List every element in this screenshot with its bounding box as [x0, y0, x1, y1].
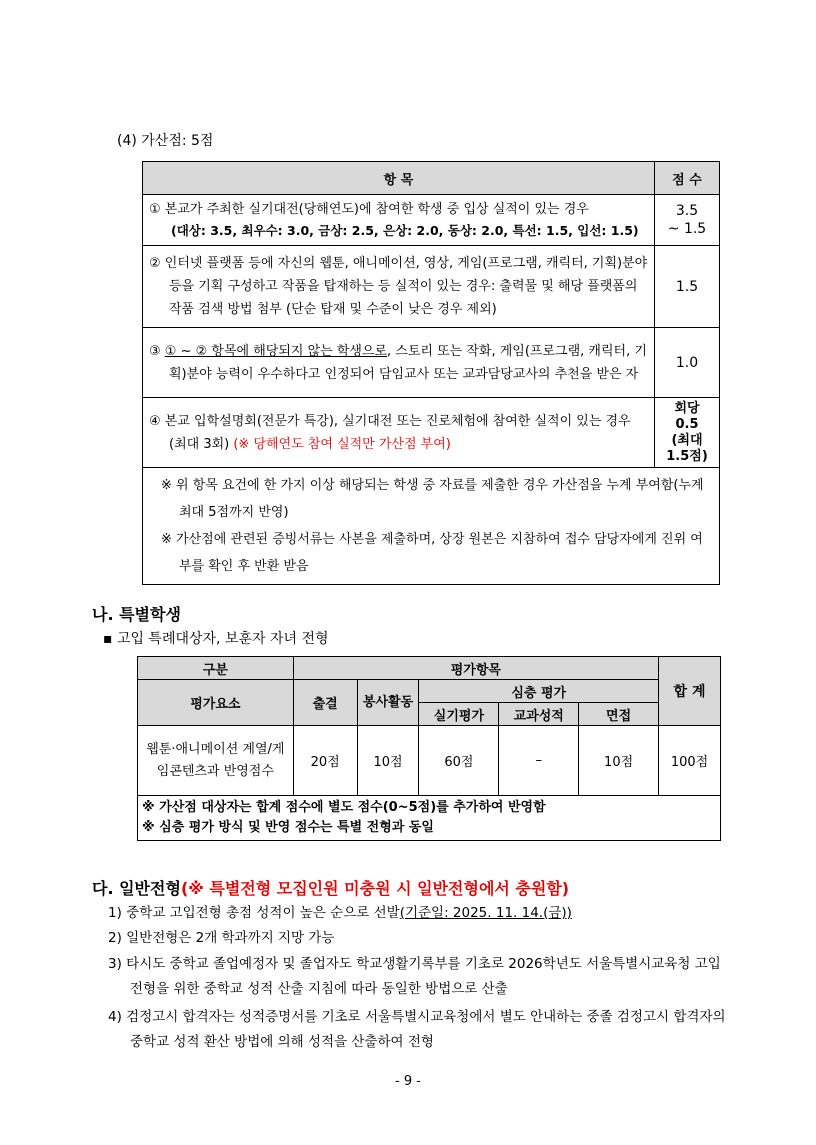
special-bullet: ▪ 고입 특례대상자, 보훈자 자녀 전형 — [103, 631, 329, 647]
bonus-row-1 — [143, 195, 720, 246]
val-volunteer: 10점 — [357, 726, 419, 796]
row4-text: ④ 본교 입학설명회(전문가 특강), 실기대전 또는 진로체험에 참여한 실적이 있는 경우 (최대 3회) — [149, 413, 631, 452]
general-title-note: (※ 특별전형 모집인원 미충원 시 일반전형에서 충원함) — [180, 879, 570, 898]
row1-line2: (대상: 3.5, 최우수: 3.0, 금상: 2.5, 은상: 2.0, 동상: 2.0, 특선: 1.5, 입선: 1.5) — [171, 223, 639, 238]
general-item-2: 2) 일반전형은 2개 학과까지 지망 가능 — [108, 930, 335, 946]
general-item-1-date: (기준일: 2025. 11. 14.(금)) — [399, 905, 572, 921]
bonus-row-3 — [143, 328, 720, 398]
val-total: 100점 — [659, 726, 721, 796]
row4-score-c: (최대 — [671, 432, 703, 448]
val-practical: 60점 — [419, 726, 499, 796]
special-title: 나. 특별학생 — [92, 605, 181, 624]
special-foot-2: ※ 심층 평가 방식 및 반영 점수는 특별 전형과 동일 — [142, 820, 434, 835]
h-interview: 면접 — [579, 703, 659, 726]
general-title-main: 다. 일반전형 — [92, 879, 181, 898]
row-label: 웹툰·애니메이션 계열/게임콘텐츠과 반영점수 — [138, 726, 294, 796]
row3-rest: , 스토리 또는 작화, 게임(프로그램, 캐릭터, 기획)분야 능력이 우수하다고 인정되어 담임교사 또는 교과담당교사의 추천을 받은 자 — [169, 343, 647, 382]
row3-underlined: ① ~ ② 항목에 해당되지 않는 학생으로 — [164, 343, 388, 359]
val-grades: – — [499, 726, 579, 796]
h-attend: 출결 — [293, 680, 357, 726]
page-number: - 9 - — [395, 1074, 421, 1089]
h-total: 합 계 — [659, 657, 721, 726]
bonus-row-2 — [143, 246, 720, 328]
col-item-header: 항 목 — [143, 162, 655, 195]
row1-line1: ① 본교가 주최한 실기대전(당해연도)에 참여한 학생 중 입상 실적이 있는 경우 — [149, 202, 589, 217]
general-item-1 — [108, 902, 733, 924]
val-attend: 20점 — [293, 726, 357, 796]
bonus-heading: (4) 가산점: 5점 — [117, 133, 214, 149]
row3-score: 1.0 — [655, 328, 720, 398]
bonus-notes-row — [143, 468, 720, 585]
bonus-table — [142, 161, 720, 585]
val-interview: 10점 — [579, 726, 659, 796]
row1-score-b: ~ 1.5 — [667, 221, 707, 237]
special-table — [137, 656, 721, 841]
h-eval-items: 평가항목 — [293, 657, 658, 680]
general-list — [108, 902, 733, 1055]
bonus-note-2: ※ 가산점에 관련된 증빙서류는 사본을 제출하며, 상장 원본은 지참하여 접수 담당자에게 진위 여부를 확인 후 반환 받음 — [161, 532, 703, 574]
row4-score-a: 회당 — [674, 400, 700, 416]
row2-text: ② 인터넷 플랫폼 등에 자신의 웹툰, 애니메이션, 영상, 게임(프로그램, 캐릭터, 기획)분야 등을 기획 구성하고 작품을 탑재하는 등 실적이 있는 경우: 출력물 및 해당 플랫폼의 작품 검색 방법 첨부 (단순 탑재 및 수준이 낮은 경우 제외) — [149, 256, 648, 317]
row2-score: 1.5 — [655, 246, 720, 328]
col-score-header: 점 수 — [655, 162, 720, 195]
bonus-row-4 — [143, 398, 720, 468]
special-foot-1: ※ 가산점 대상자는 합계 점수에 별도 점수(0~5점)를 추가하여 반영함 — [142, 800, 546, 815]
h-grades: 교과성적 — [499, 703, 579, 726]
row4-score-b: 0.5 — [675, 416, 699, 432]
general-item-3: 3) 타시도 중학교 졸업예정자 및 졸업자도 학교생활기록부를 기초로 2026학년도 서울특별시교육청 고입 전형을 위한 중학교 성적 산출 지침에 따라 동일한 방법으로 산출 — [108, 956, 721, 997]
row4-red-note: (※ 당해연도 참여 실적만 가산점 부여) — [233, 436, 451, 452]
h-eval-elem: 평가요소 — [138, 680, 294, 726]
h-practical: 실기평가 — [419, 703, 499, 726]
row4-score-d: 1.5점) — [666, 448, 708, 464]
row1-score-a: 3.5 — [675, 203, 699, 219]
row3-prefix: ③ — [149, 343, 165, 359]
h-gubun: 구분 — [138, 657, 294, 680]
h-deep: 심층 평가 — [419, 680, 659, 703]
general-item-4: 4) 검정고시 합격자는 성적증명서를 기초로 서울특별시교육청에서 별도 안내하는 중졸 검정고시 합격자의 중학교 성적 환산 방법에 의해 성적을 산출하여 전형 — [108, 1009, 726, 1050]
h-volunteer: 봉사활동 — [357, 680, 419, 726]
general-title — [92, 876, 569, 899]
bonus-note-1: ※ 위 항목 요건에 한 가지 이상 해당되는 학생 중 자료를 제출한 경우 가산점을 누계 부여함(누계 최대 5점까지 반영) — [161, 478, 704, 520]
general-item-1-text: 1) 중학교 고입전형 총점 성적이 높은 순으로 선발 — [108, 905, 400, 921]
